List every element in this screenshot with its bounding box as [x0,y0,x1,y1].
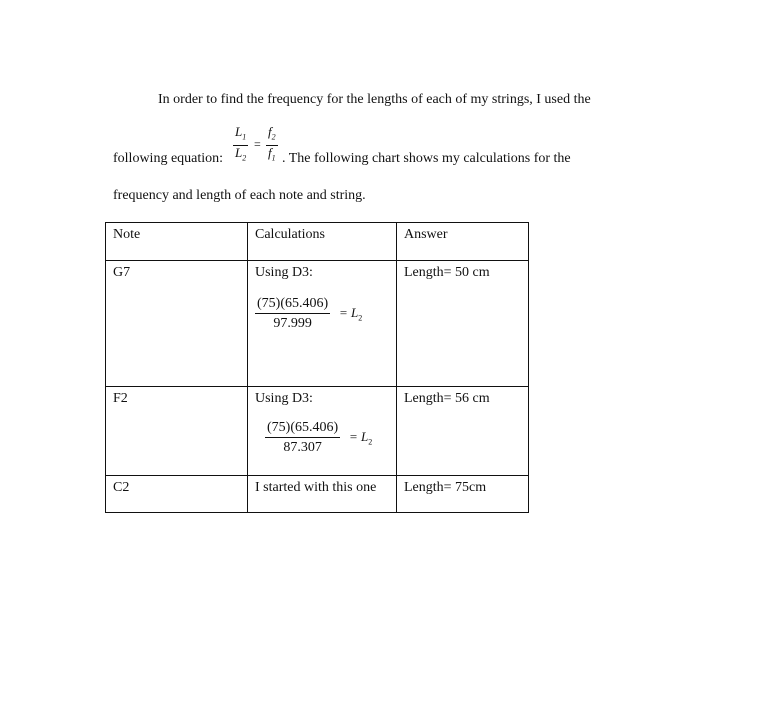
calc-label: Using D3: [255,265,313,280]
equation-left-denominator: $L_2$ [235,144,247,163]
table-row [106,387,529,476]
calculation-cell: I started with this one [248,476,397,513]
calc-numerator: (75)(65.406) [265,419,340,438]
intro-paragraph-line3: frequency and length of each note and string. [113,188,366,203]
calc-result-variable: = $L_2$ [349,429,373,447]
header-calculations: Calculations [248,223,397,261]
intro-paragraph-line1: In order to find the frequency for the lengths of each of my strings, I used the [158,92,591,107]
table-row [106,261,529,387]
answer-cell: Length= 50 cm [397,261,529,387]
calculation-cell [248,387,397,476]
equation-equals-sign: = [254,137,261,151]
answer-cell: Length= 56 cm [397,387,529,476]
calc-fraction [255,419,389,463]
equation-right-numerator: $f_2$ [266,125,278,146]
table-row [106,476,529,513]
intro-text-before-equation: following equation: [113,151,224,166]
note-cell: F2 [106,387,248,476]
note-cell: C2 [106,476,248,513]
equation-left-fraction [233,125,248,165]
answer-cell: Length= 75cm [397,476,529,513]
calc-numerator: (75)(65.406) [255,295,330,314]
equation-left-numerator: $L_1$ [233,125,248,146]
calc-denominator: 97.999 [273,316,312,331]
calculation-cell [248,261,397,387]
calc-denominator: 87.307 [283,440,322,455]
intro-text-after-equation: . The following chart shows my calculations for the [282,151,571,166]
header-note: Note [106,223,248,261]
calc-fraction [255,295,389,339]
calc-result-variable: = $L_2$ [339,305,363,323]
equation-right-denominator: $f_1$ [268,144,276,163]
table-header-row [106,223,529,261]
equation-right-fraction [266,125,278,165]
calc-label: Using D3: [255,391,313,406]
note-cell: G7 [106,261,248,387]
header-answer: Answer [397,223,529,261]
calculations-table [105,222,529,513]
